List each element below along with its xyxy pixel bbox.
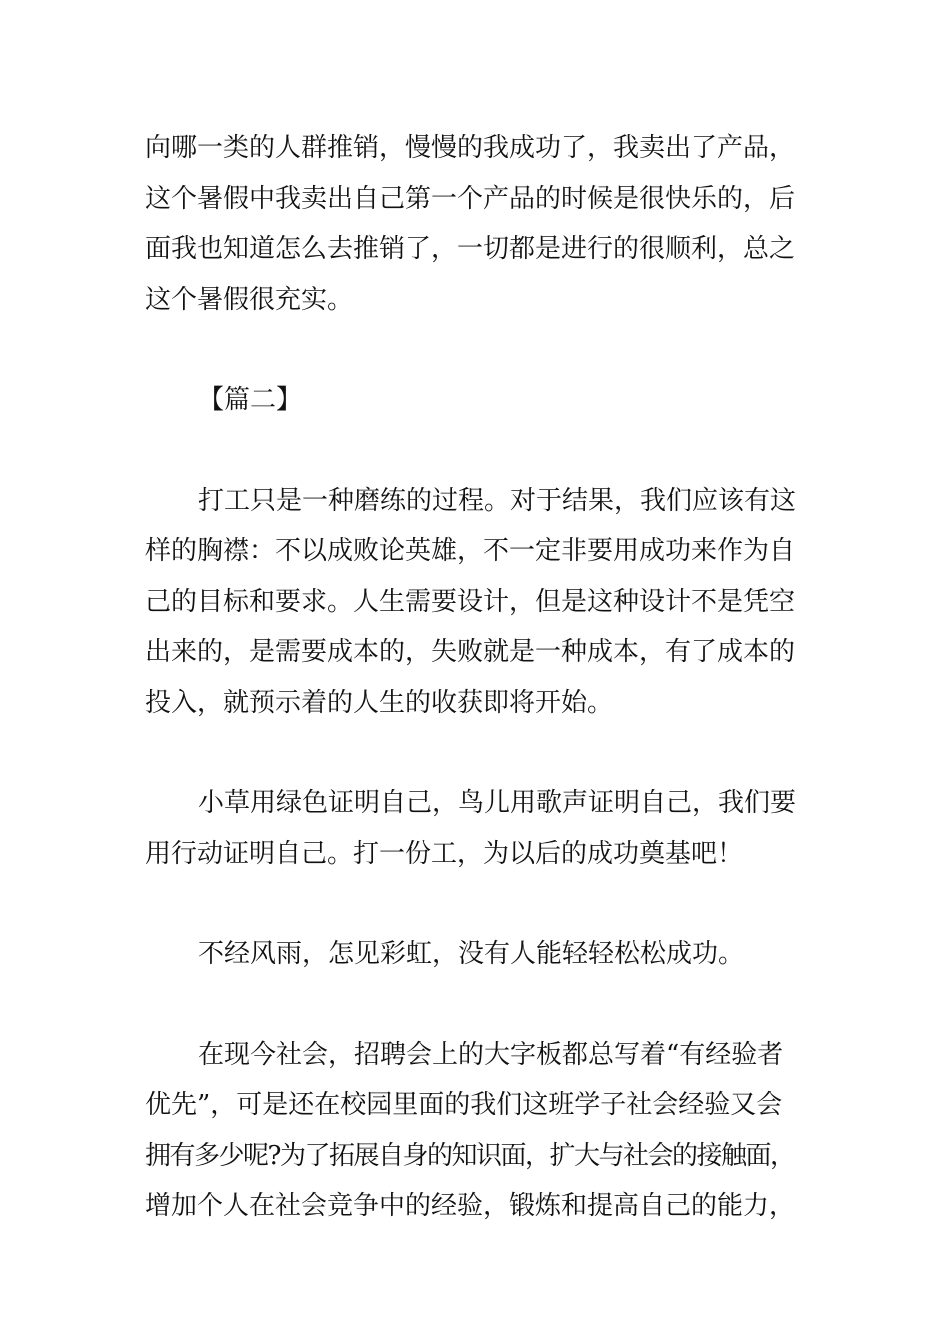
text-line: 拥有多少呢?为了拓展自身的知识面，扩大与社会的接触面，	[145, 1141, 795, 1171]
text-line: 优先”，可是还在校园里面的我们这班学子社会经验又会	[145, 1090, 783, 1120]
text-line: 小草用绿色证明自己，鸟儿用歌声证明自己，我们要	[198, 788, 797, 818]
text-line: 在现今社会，招聘会上的大字板都总写着“有经验者	[198, 1040, 784, 1070]
text-line: 打工只是一种磨练的过程。对于结果，我们应该有这	[198, 486, 797, 516]
text-line: 用行动证明自己。打一份工，为以后的成功奠基吧！	[145, 839, 744, 869]
text-line: 投入，就预示着的人生的收获即将开始。	[145, 688, 614, 718]
text-line: 这个暑假很充实。	[145, 285, 354, 315]
text-line: 这个暑假中我卖出自己第一个产品的时候是很快乐的，后	[145, 184, 796, 214]
section-heading: 【篇二】	[198, 385, 303, 415]
text-line: 不经风雨，怎见彩虹，没有人能轻轻松松成功。	[198, 939, 745, 969]
text-line: 面我也知道怎么去推销了，一切都是进行的很顺利，总之	[145, 234, 796, 264]
text-line: 样的胸襟：不以成败论英雄，不一定非要用成功来作为自	[145, 536, 796, 566]
text-line: 向哪一类的人群推销，慢慢的我成功了，我卖出了产品，	[145, 133, 796, 163]
text-line: 出来的，是需要成本的，失败就是一种成本，有了成本的	[145, 637, 796, 667]
text-line: 己的目标和要求。人生需要设计，但是这种设计不是凭空	[145, 587, 796, 617]
text-line: 增加个人在社会竞争中的经验，锻炼和提高自己的能力，	[145, 1191, 796, 1221]
